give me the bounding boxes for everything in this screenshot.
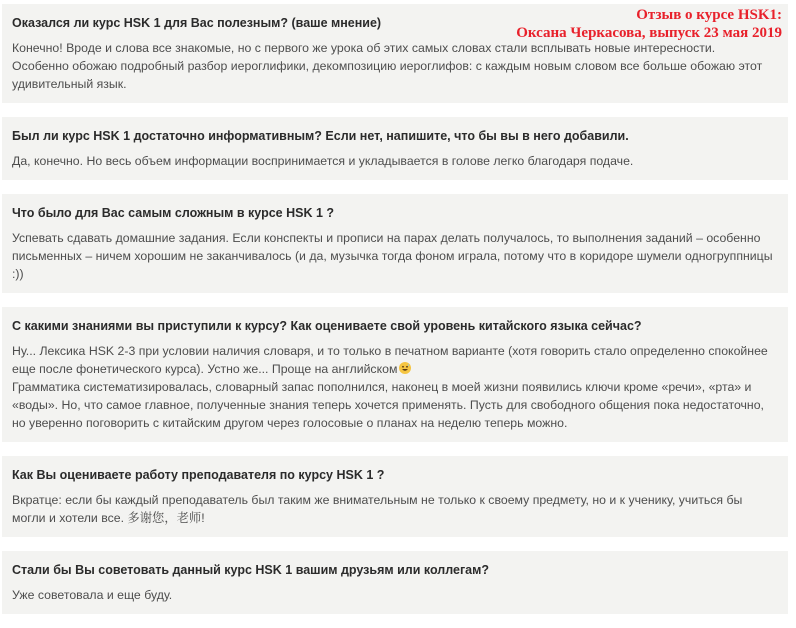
qa-card-recommendation — [2, 551, 788, 614]
answer-line: Уже советовала и еще буду. — [12, 588, 173, 602]
answer-line: но уверенно поговорить с китайским другом через голосовые о планах на неделю теперь можно. — [12, 416, 568, 430]
answer-text — [12, 491, 778, 527]
review-stamp-title: Отзыв о курсе HSK1: — [636, 7, 782, 23]
answer-line: Грамматика систематизировалась, словарный запас пополнился, наконец в моей жизни появились ключи кроме «речи», «рта» и — [12, 380, 752, 394]
answer-line: Да, конечно. Но весь объем информации воспринимается и укладывается в голове легко благодаря подаче. — [12, 154, 634, 168]
answer-text — [12, 229, 778, 283]
review-stamp-author: Оксана Черкасова, выпуск 23 мая 2019 — [516, 25, 782, 41]
answer-line: удивительный язык. — [12, 77, 127, 91]
question-heading: Что было для Вас самым сложным в курсе HSK 1 ? — [12, 206, 335, 220]
answer-text — [12, 342, 778, 432]
question-heading: Стали бы Вы советовать данный курс HSK 1 вашим друзьям или коллегам? — [12, 563, 489, 577]
grinning-sweat-face-icon — [399, 362, 411, 374]
qa-card-teacher-rating — [2, 456, 788, 537]
answer-line: Успевать сдавать домашние задания. Если конспекты и прописи на парах делать получалось, то выполнения заданий – особенно — [12, 231, 761, 245]
qa-card-informativeness — [2, 117, 788, 180]
answer-line: :)) — [12, 267, 24, 281]
question-heading: Был ли курс HSK 1 достаточно информативным? Если нет, напишите, что бы вы в него добавили. — [12, 129, 629, 143]
qa-list — [2, 4, 788, 628]
answer-line-with-emoji — [12, 360, 778, 378]
question-heading: С какими знаниями вы приступили к курсу? Как оцениваете свой уровень китайского языка сейчас? — [12, 319, 642, 333]
answer-line: Вкратце: если бы каждый преподаватель был таким же внимательным не только к своему предмету, но и к ученику, учиться бы — [12, 493, 743, 507]
answer-line: Особенно обожаю подробный разбор иероглифики, декомпозицию иероглифов: с каждым новым словом все больше обожаю этот — [12, 59, 763, 73]
answer-line: Конечно! Вроде и слова все знакомые, но с первого же урока об этих самых словах стали всплывать новые интересности. — [12, 41, 716, 55]
review-stamp — [516, 6, 782, 42]
answer-text — [12, 586, 778, 604]
question-heading: Оказался ли курс HSK 1 для Вас полезным? (ваше мнение) — [12, 16, 382, 30]
qa-card-knowledge-level — [2, 307, 788, 442]
question-heading: Как Вы оцениваете работу преподавателя по курсу HSK 1 ? — [12, 468, 385, 482]
answer-line: «воды». Но, что самое главное, полученные знания теперь хочется применять. Пусть для свободного общения пока недостаточно, — [12, 398, 764, 412]
answer-line: еще после фонетического курса). Устно же... Проще на английском — [12, 362, 398, 376]
answer-line: Ну... Лексика HSK 2-3 при условии наличия словаря, и то только в печатном варианте (хотя говорить стало определенно спокойнее — [12, 344, 768, 358]
answer-text — [12, 39, 778, 93]
qa-card-difficulty — [2, 194, 788, 293]
answer-line: письменных – ничем хорошим не заканчивалось (и да, музычка тогда фоном играла, потому что в коридоре шумели одногруппницы — [12, 249, 773, 263]
answer-line: могли и хотели все. 多谢您，老师! — [12, 511, 205, 525]
answer-text — [12, 152, 778, 170]
